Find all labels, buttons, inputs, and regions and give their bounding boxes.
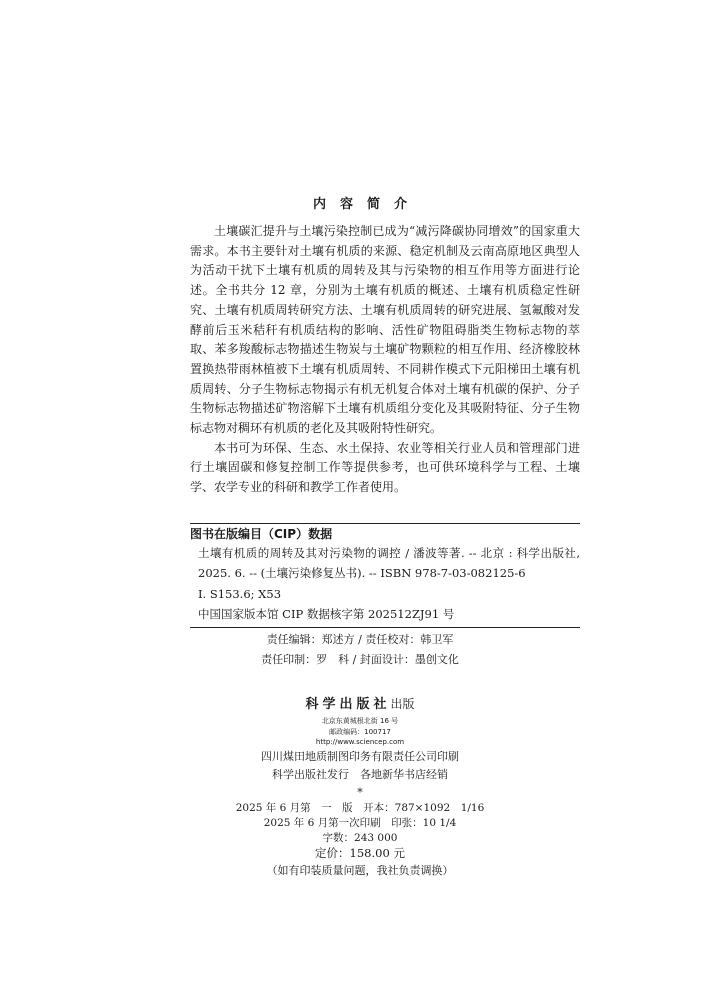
price: 定价：158.00 元 <box>315 846 405 860</box>
publisher-postcode: 邮政编码：100717 <box>329 728 391 736</box>
cip-data-block <box>190 523 580 628</box>
edition-line: 2025 年 6 月第 一 版 开本：787×1092 1/16 <box>235 802 485 814</box>
cip-top-rule <box>190 523 580 524</box>
cip-classification: Ⅰ. S153.6; X53 <box>198 587 282 601</box>
cip-catalog-entry: 土壤有机质的周转及其对污染物的调控 / 潘波等著. -- 北京 : 科学出版社, 2025. 6. -- (土壤污染修复丛书). -- ISBN 978-7-03-082125-6 <box>198 546 580 580</box>
publisher-imprint <box>0 693 720 712</box>
production-credits: 责任印制：罗 科 / 封面设计：墨创文化 <box>261 653 459 666</box>
quality-notice: （如有印装质量问题，我社负责调换） <box>266 864 454 877</box>
publisher-suffix: 出版 <box>390 697 415 711</box>
summary-title: 内容简介 <box>312 197 421 212</box>
publisher-address: 北京东黄城根北街 16 号 <box>321 717 399 725</box>
cip-bottom-rule <box>190 627 580 628</box>
cip-heading: 图书在版编目（CIP）数据 <box>190 527 333 541</box>
publisher-name: 科学出版社 <box>305 697 391 712</box>
distribution-line: 科学出版社发行 各地新华书店经销 <box>272 768 448 781</box>
summary-paragraph: 本书可为环保、生态、水土保持、农业等相关行业人员和管理部门进行土壤固碳和修复控制工作等提供参考，也可供环境科学与工程、土壤学、农学专业的科研和教学工作者使用。 <box>190 440 580 495</box>
printer-line: 四川煤田地质制图印务有限责任公司印刷 <box>261 750 459 763</box>
print-line: 2025 年 6 月第一次印刷 印张：10 1/4 <box>263 817 457 829</box>
publisher-website: http://www.sciencep.com <box>315 738 405 746</box>
cip-record-number: 中国国家版本馆 CIP 数据核字第 202512ZJ91 号 <box>198 607 455 621</box>
summary-body <box>190 222 580 498</box>
star-separator: * <box>357 786 363 799</box>
editor-credits: 责任编辑：郑述方 / 责任校对：韩卫军 <box>266 633 454 646</box>
word-count: 字数：243 000 <box>322 832 398 844</box>
summary-paragraph: 土壤碳汇提升与土壤污染控制已成为“减污降碳协同增效”的国家重大需求。本书主要针对土壤有机质的来源、稳定机制及云南高原地区典型人为活动干扰下土壤有机质的周转及其与污染物的相互作用等方面进行论述。全书共分 12 章，分别为土壤有机质的概述、土壤有机质稳定性研究、土壤有机质周转研究方法、土壤有机质周转的研究进展、氢氟酸对发酵前后玉米秸秆有机质结构的影响、活性矿物阻碍脂类生物标志物的萃取、苯多羧酸标志物描述生物炭与土壤矿物颗粒的相互作用、经济橡胶林置换热带雨林植被下土壤有机质周转、不同耕作模式下元阳梯田土壤有机质周转、分子生物标志物揭示有机无机复合体对土壤有机碳的保护、分子生物标志物描述矿物溶解下土壤有机质组分变化及其吸附特征、分子生物标志物对稠环有机质的老化及其吸附特性研究。 <box>190 224 580 436</box>
